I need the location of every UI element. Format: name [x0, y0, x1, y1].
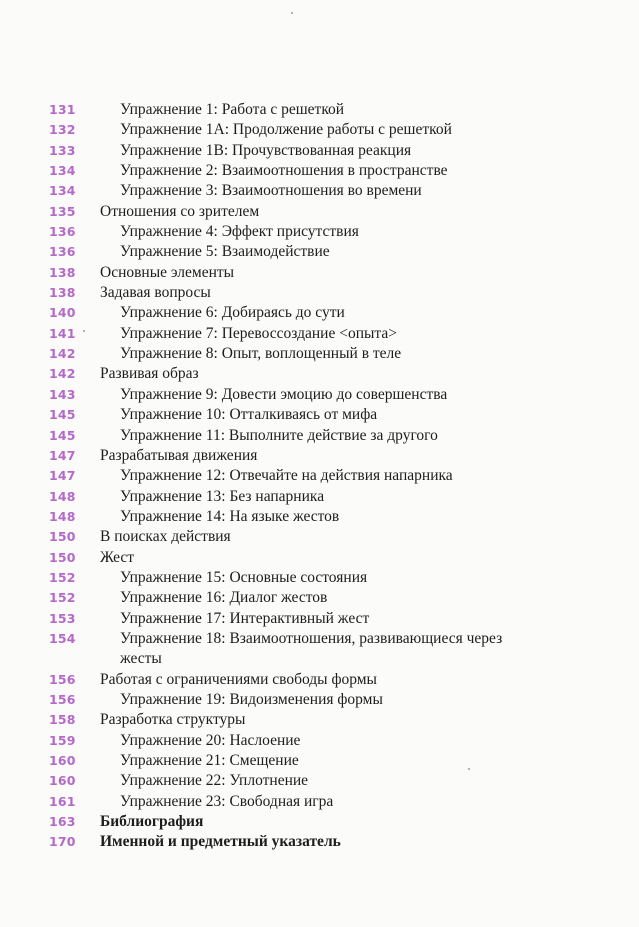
toc-exercise-title: Упражнение 3: Взаимоотношения во времени	[120, 182, 422, 200]
toc-exercise-title: Упражнение 7: Перевоссоздание <опыта>	[120, 324, 397, 342]
toc-page-number: 145	[49, 427, 76, 443]
toc-entry	[0, 731, 639, 751]
toc-page-number: 132	[49, 122, 76, 138]
toc-entry	[0, 161, 639, 181]
toc-page-number: 148	[49, 508, 76, 524]
toc-entry	[0, 751, 639, 771]
toc-page-number: 150	[49, 549, 76, 565]
toc-entry	[0, 609, 639, 629]
toc-page-number: 143	[49, 386, 76, 402]
toc-exercise-title: Упражнение 14: На языке жестов	[120, 507, 340, 525]
toc-section-title: Жест	[100, 548, 135, 566]
toc-entry	[0, 202, 639, 222]
toc-entry	[0, 385, 639, 405]
toc-page-number: 152	[49, 590, 76, 606]
toc-entry	[0, 466, 639, 486]
toc-exercise-title: Упражнение 19: Видоизменения формы	[120, 690, 383, 708]
toc-entry	[0, 548, 639, 568]
toc-page-number: 142	[49, 366, 76, 382]
toc-exercise-title: Упражнение 22: Уплотнение	[120, 772, 309, 790]
toc-entry	[0, 242, 639, 262]
toc-entry	[0, 670, 639, 690]
toc-exercise-title: Упражнение 1В: Прочувствованная реакция	[120, 141, 412, 159]
toc-section-title: В поисках действия	[100, 528, 231, 546]
toc-section-title: Развивая образ	[100, 365, 199, 383]
toc-exercise-title: Упражнение 8: Опыт, воплощенный в теле	[120, 345, 402, 363]
toc-page-number: 142	[49, 346, 76, 362]
toc-page-number: 131	[49, 102, 76, 117]
toc-entry	[0, 690, 639, 710]
toc-entry	[0, 364, 639, 384]
toc-page-number: 145	[49, 407, 76, 423]
toc-page-number: 159	[49, 732, 76, 748]
toc-entry	[0, 487, 639, 507]
toc-section-title: Отношения со зрителем	[100, 202, 260, 220]
toc-section-title: Разработка структуры	[100, 711, 246, 729]
table-of-contents	[0, 100, 639, 853]
toc-exercise-title: Упражнение 16: Диалог жестов	[120, 589, 328, 607]
toc-exercise-title: Упражнение 9: Довести эмоцию до совершенства	[120, 385, 448, 403]
toc-page-number: 133	[49, 142, 76, 158]
toc-page-number: 138	[49, 264, 76, 280]
toc-exercise-title: Упражнение 5: Взаимодействие	[120, 243, 330, 261]
toc-page-number: 153	[49, 610, 76, 626]
toc-page-number: 140	[49, 305, 76, 321]
toc-entry	[0, 588, 639, 608]
toc-page-number: 156	[49, 691, 76, 707]
toc-entry	[0, 120, 639, 140]
toc-entry	[0, 426, 639, 446]
toc-page-number: 134	[49, 163, 76, 179]
toc-exercise-title: Упражнение 10: Отталкиваясь от мифа	[120, 406, 378, 424]
toc-section-title: Разрабатывая движения	[100, 446, 258, 464]
toc-page-number: 152	[49, 569, 76, 585]
toc-exercise-title: Упражнение 1: Работа с решеткой	[120, 101, 345, 118]
toc-entry	[0, 100, 639, 120]
toc-entry	[0, 263, 639, 283]
toc-exercise-title: Упражнение 4: Эффект присутствия	[120, 223, 359, 241]
toc-entry	[0, 771, 639, 791]
toc-exercise-title: Упражнение 12: Отвечайте на действия напарника	[120, 467, 453, 485]
toc-entry	[0, 812, 639, 832]
toc-page-number: 163	[49, 814, 76, 830]
toc-page-number: 148	[49, 488, 76, 504]
toc-section-title: Работая с ограничениями свободы формы	[100, 670, 377, 688]
toc-entry	[0, 629, 639, 670]
toc-page-number: 161	[49, 793, 76, 809]
toc-page-number: 134	[49, 183, 76, 199]
toc-exercise-title: Упражнение 21: Смещение	[120, 752, 299, 769]
toc-page-number: 136	[49, 244, 76, 260]
toc-entry	[0, 507, 639, 527]
toc-exercise-title: Упражнение 17: Интерактивный жест	[120, 609, 370, 627]
toc-entry	[0, 405, 639, 425]
toc-page-number: 170	[49, 834, 76, 850]
toc-entry	[0, 283, 639, 303]
toc-page-number: 147	[49, 468, 76, 484]
toc-entry	[0, 710, 639, 730]
scan-speck	[291, 12, 293, 14]
toc-page-number: 150	[49, 529, 76, 545]
toc-exercise-title: Упражнение 20: Наслоение	[120, 731, 301, 749]
toc-entry	[0, 303, 639, 323]
toc-section-title: Основные элементы	[100, 263, 235, 281]
toc-page-number: 156	[49, 671, 76, 687]
toc-page-number: 147	[49, 447, 76, 463]
toc-page-number: 141	[49, 325, 76, 341]
toc-section-title: Библиография	[100, 813, 204, 831]
toc-exercise-title: Упражнение 6: Добираясь до сути	[120, 304, 345, 322]
toc-page-number: 160	[49, 753, 76, 768]
toc-exercise-title: Упражнение 1А: Продолжение работы с решеткой	[120, 121, 452, 139]
toc-exercise-title: Упражнение 2: Взаимоотношения в пространстве	[120, 162, 448, 180]
toc-exercise-title: Упражнение 15: Основные состояния	[120, 568, 368, 586]
toc-entry	[0, 181, 639, 201]
toc-entry	[0, 792, 639, 812]
toc-entry	[0, 141, 639, 161]
toc-section-title: Задавая вопросы	[100, 284, 211, 302]
toc-page-number: 160	[49, 773, 76, 789]
toc-page-number: 135	[49, 203, 76, 219]
toc-exercise-title: Упражнение 11: Выполните действие за другого	[120, 426, 438, 444]
toc-entry	[0, 222, 639, 242]
toc-page-number: 158	[49, 712, 76, 728]
toc-page-number: 136	[49, 224, 76, 240]
toc-entry	[0, 527, 639, 547]
toc-entry	[0, 568, 639, 588]
toc-entry	[0, 446, 639, 466]
toc-entry	[0, 832, 639, 852]
toc-section-title: Именной и предметный указатель	[100, 833, 341, 851]
toc-page-number: 154	[49, 630, 76, 646]
toc-page-number: 138	[49, 285, 76, 301]
toc-exercise-title: Упражнение 23: Свободная игра	[120, 792, 334, 810]
toc-exercise-title: Упражнение 13: Без напарника	[120, 487, 325, 505]
toc-exercise-title: Упражнение 18: Взаимоотношения, развивающиеся через жесты	[120, 629, 503, 668]
toc-entry	[0, 344, 639, 364]
toc-entry	[0, 324, 639, 344]
